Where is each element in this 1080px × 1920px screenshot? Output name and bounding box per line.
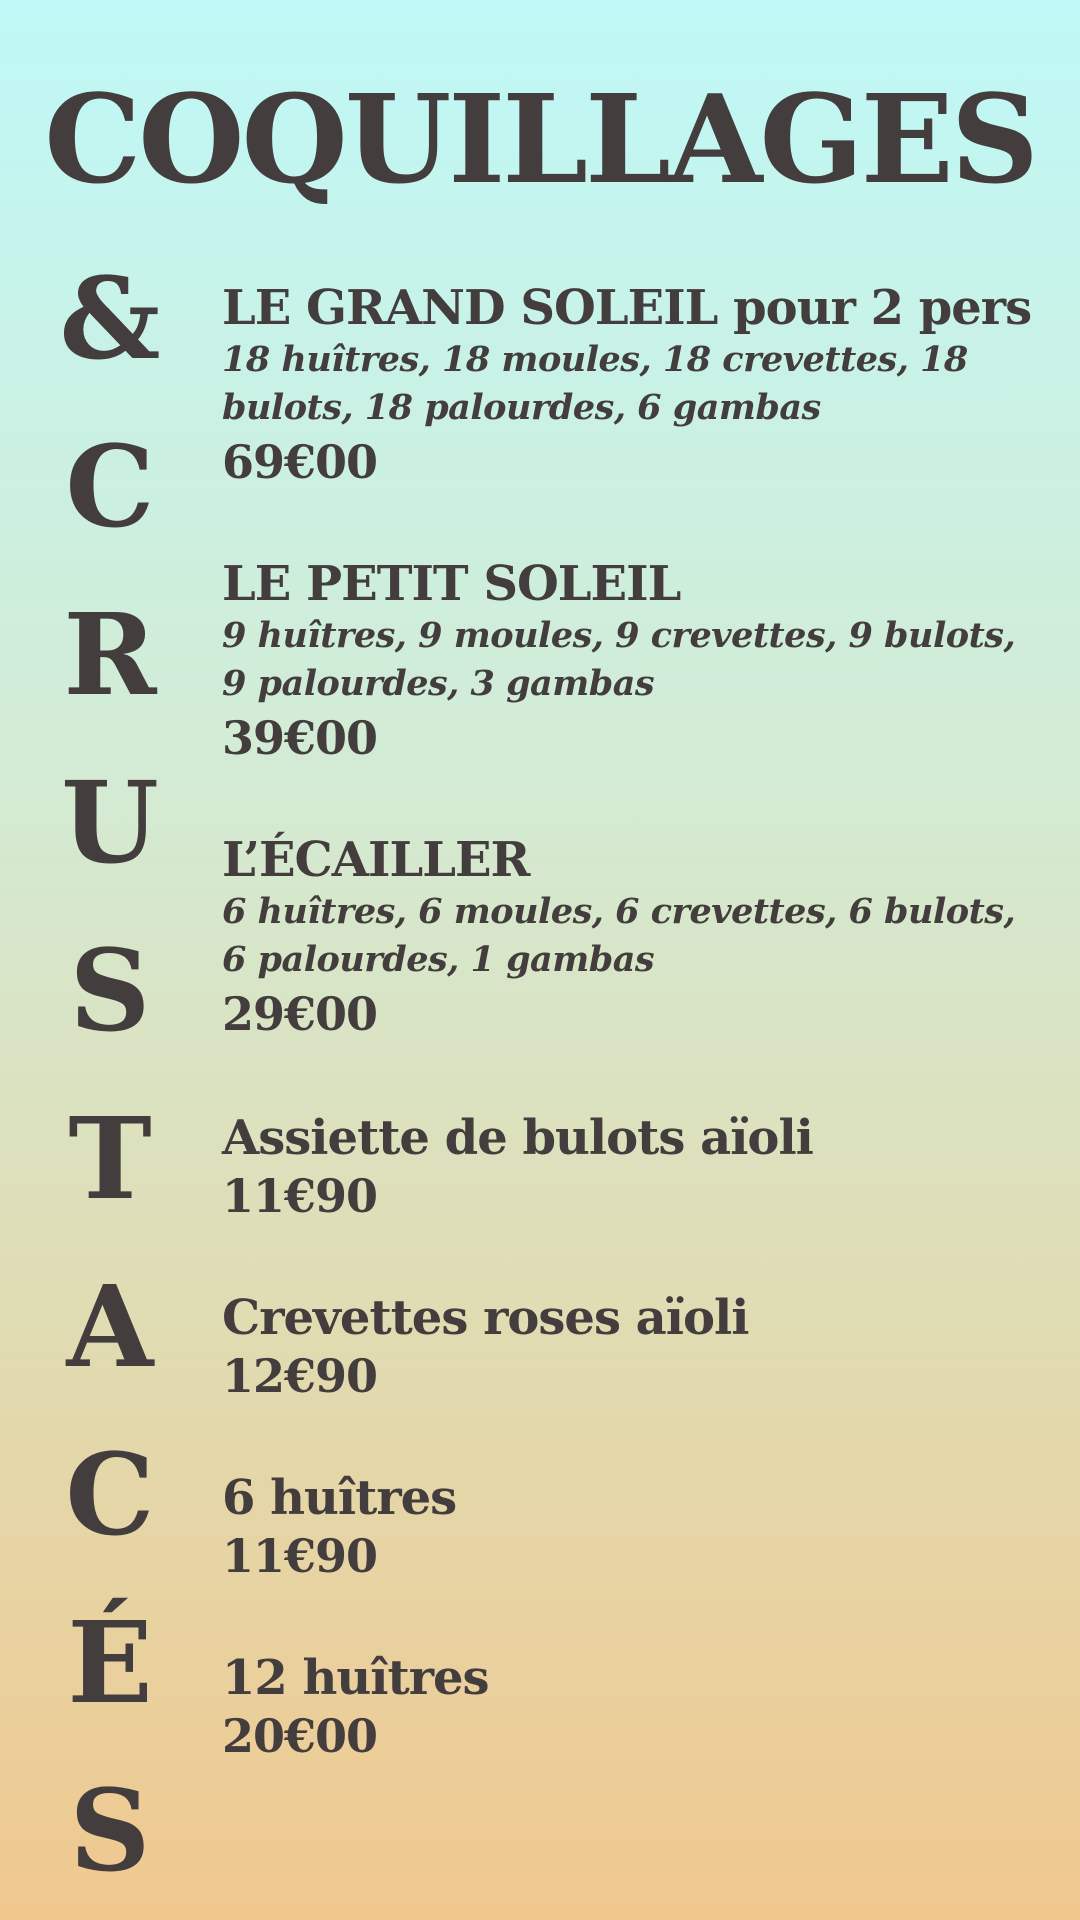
item-name: 6 huîtres — [222, 1470, 457, 1526]
menu-item-ecailler — [222, 832, 1022, 1044]
item-name: 12 huîtres — [222, 1650, 489, 1706]
item-price: 20€00 — [222, 1709, 378, 1763]
item-name: L’ÉCAILLER — [222, 832, 530, 888]
vertical-letter: T — [68, 1094, 152, 1225]
vertical-letter: A — [66, 1262, 154, 1393]
item-name: Assiette de bulots aïoli — [222, 1110, 813, 1166]
item-price: 12€90 — [222, 1349, 378, 1403]
vertical-letter: U — [61, 758, 159, 889]
vertical-letter: & — [59, 254, 161, 385]
vertical-letter: É — [67, 1598, 153, 1729]
menu-item-crevettes-aioli — [222, 1290, 1022, 1406]
item-name: LE PETIT SOLEIL — [222, 556, 681, 612]
menu-item-6-huitres — [222, 1470, 1022, 1586]
vertical-letter: S — [69, 926, 151, 1057]
menu-title: COQUILLAGES — [44, 67, 1036, 211]
menu-item-12-huitres — [222, 1650, 1022, 1766]
item-name: LE GRAND SOLEIL pour 2 pers — [222, 280, 1032, 336]
item-price: 11€90 — [222, 1529, 378, 1583]
vertical-letter: S — [69, 1766, 151, 1897]
vertical-letter: C — [65, 422, 155, 553]
item-price: 39€00 — [222, 711, 378, 765]
menu-item-bulots-aioli — [222, 1110, 1022, 1226]
item-description: 6 huîtres, 6 moules, 6 crevettes, 6 bulots, 6 palourdes, 1 gambas — [222, 891, 1016, 980]
vertical-heading — [40, 236, 180, 1916]
vertical-letter: R — [63, 590, 157, 721]
item-description: 9 huîtres, 9 moules, 9 crevettes, 9 bulots, 9 palourdes, 3 gambas — [222, 615, 1016, 704]
item-price: 69€00 — [222, 435, 378, 489]
item-description: 18 huîtres, 18 moules, 18 crevettes, 18 bulots, 18 palourdes, 6 gambas — [222, 339, 968, 428]
menu-item-petit-soleil — [222, 556, 1022, 768]
menu-item-grand-soleil — [222, 280, 1032, 492]
item-price: 29€00 — [222, 987, 378, 1041]
item-price: 11€90 — [222, 1169, 378, 1223]
item-name: Crevettes roses aïoli — [222, 1290, 749, 1346]
vertical-letter: C — [65, 1430, 155, 1561]
